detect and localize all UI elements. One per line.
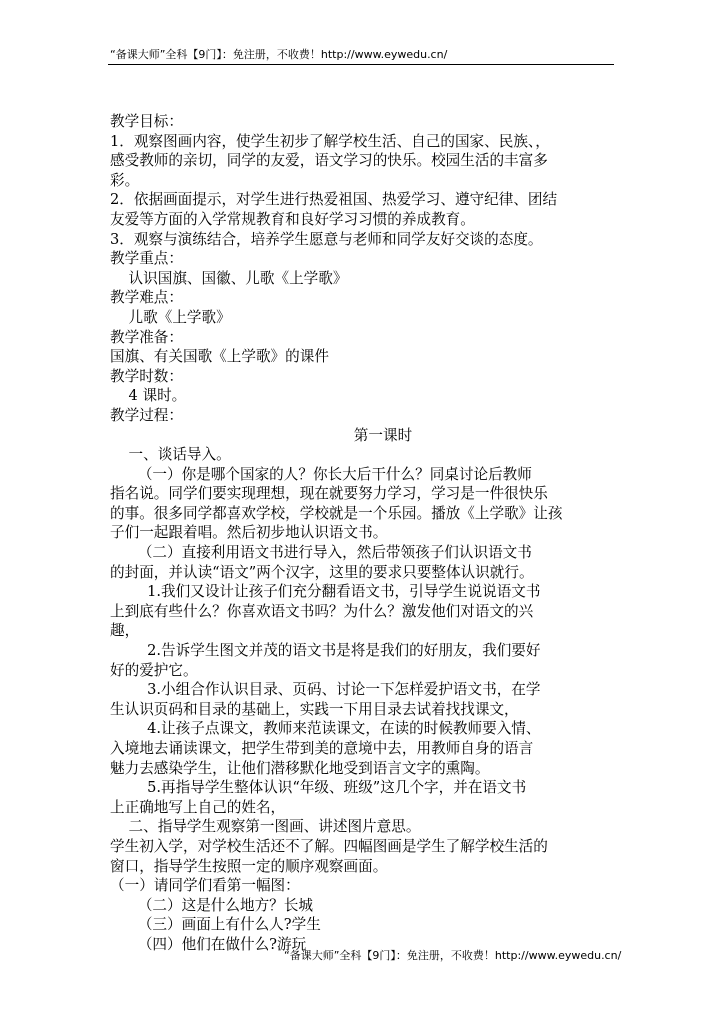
text-line: 教学重点：	[110, 250, 183, 268]
text-line: 5.再指导学生整体认识“年级、班级”这几个字，并在语文书	[110, 779, 527, 797]
text-line: 3．观察与演练结合，培养学生愿意与老师和同学友好交谈的态度。	[110, 230, 543, 248]
text-line: 4.让孩子点课文，教师来范读课文，在读的时候教师要入情、	[110, 720, 541, 738]
text-line: 生认识页码和目录的基础上，实践一下用目录去试着找找课文，	[110, 700, 519, 718]
text-line: 彩。	[110, 171, 140, 189]
page-footer: “备课大师”全科【9门】：免注册，不收费！http://www.eywedu.cn/	[284, 949, 622, 962]
text-line: 国旗、有关国歌《上学歌》的课件	[110, 348, 329, 366]
lesson-heading: 第一课时	[353, 426, 413, 444]
header-divider	[108, 64, 614, 65]
document-body	[110, 112, 616, 955]
text-line: 学生初入学，对学校生活还不了解。四幅图画是学生了解学校生活的	[110, 837, 548, 855]
text-line: （三）画面上有什么人?学生	[110, 916, 321, 934]
text-line: 2．依据画面提示，对学生进行热爱祖国、热爱学习、遵守纪律、团结	[110, 191, 558, 209]
text-line: （二）这是什么地方？长城	[110, 896, 313, 914]
text-line: 教学过程：	[110, 406, 183, 424]
text-line: 的封面，并认读“语文”两个汉字，这里的要求只要整体认识就行。	[110, 563, 534, 581]
text-line: 认识国旗、国徽、儿歌《上学歌》	[110, 269, 348, 287]
text-line: 指名说。同学们要实现理想，现在就要努力学习，学习是一件很快乐	[110, 485, 548, 503]
page-header: “备课大师”全科【9门】：免注册，不收费！http://www.eywedu.cn/	[110, 48, 448, 61]
text-line: 教学难点：	[110, 289, 183, 307]
text-line: 1．观察图画内容，使学生初步了解学校生活、自己的国家、民族、，	[110, 132, 550, 150]
text-line: 儿歌《上学歌》	[110, 308, 231, 326]
text-line: 2.告诉学生图文并茂的语文书是将是我们的好朋友，我们要好	[110, 642, 541, 660]
text-line: 子们一起跟着唱。然后初步地认识语文书。	[110, 524, 388, 542]
text-line: （一）请同学们看第一幅图：	[110, 877, 300, 895]
text-line: 教学目标：	[110, 113, 183, 130]
text-line: 的事。很多同学都喜欢学校，学校就是一个乐园。播放《上学歌》让孩	[110, 504, 563, 522]
text-line: 好的爱护它。	[110, 661, 198, 679]
text-line: 3.小组合作认识目录、页码、讨论一下怎样爱护语文书，在学	[110, 681, 541, 699]
text-line: （二）直接利用语文书进行导入，然后带领孩子们认识语文书	[110, 544, 532, 562]
text-line: 二、指导学生观察第一图画、讲述图片意思。	[110, 818, 421, 836]
text-line: （四）他们在做什么?游玩	[110, 935, 307, 953]
text-line: 上正确地写上自己的姓名，	[110, 798, 286, 816]
text-line: 窗口，指导学生按照一定的顺序观察画面。	[110, 857, 388, 875]
text-line: 教学准备：	[110, 328, 183, 346]
text-line: 感受教师的亲切，同学的友爱，语文学习的快乐。校园生活的丰富多	[110, 152, 548, 170]
text-line: 魅力去感染学生，让他们潜移默化地受到语言文字的熏陶。	[110, 759, 490, 777]
text-line: 4 课时。	[110, 387, 187, 405]
text-line: 友爱等方面的入学常规教育和良好学习习惯的养成教育。	[110, 210, 475, 228]
text-line: 一、谈话导入。	[110, 446, 231, 464]
text-line: （一）你是哪个国家的人？你长大后干什么？同桌讨论后教师	[110, 465, 532, 483]
text-line: 入境地去诵读课文，把学生带到美的意境中去，用教师自身的语言	[110, 740, 534, 757]
text-line: 趣，	[110, 622, 140, 640]
text-line: 教学时数：	[110, 367, 183, 385]
text-line: 1.我们又设计让孩子们充分翻看语文书，引导学生说说语文书	[110, 583, 541, 601]
text-line: 上到底有些什么？你喜欢语文书吗？为什么？激发他们对语文的兴	[110, 602, 534, 620]
